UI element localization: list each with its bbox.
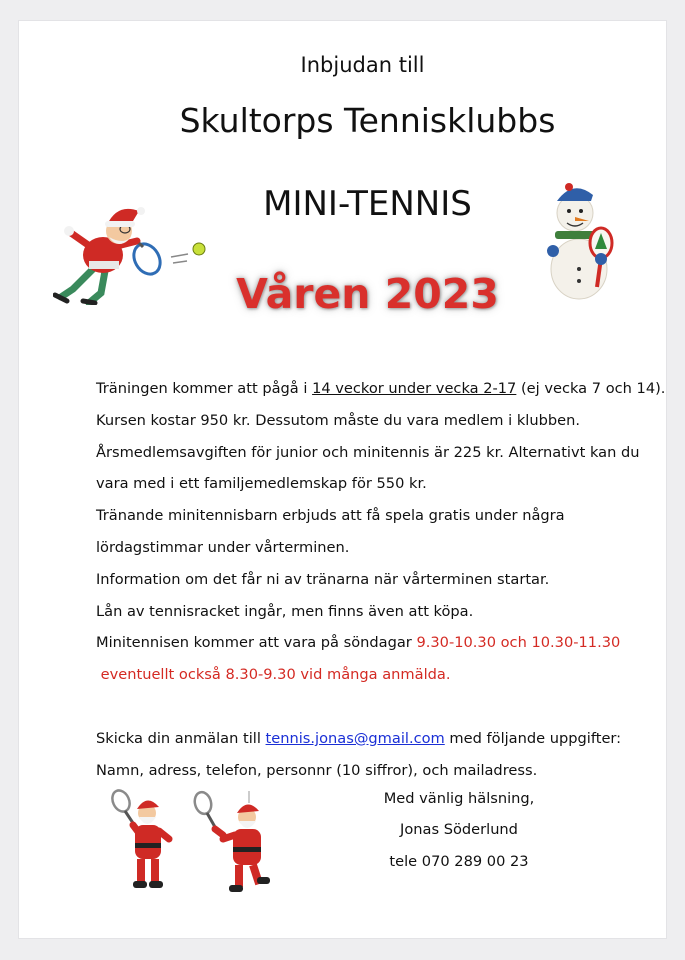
santa-tennis-player-icon <box>53 197 215 305</box>
weeks-highlight: 14 veckor under vecka 2-17 <box>312 380 517 397</box>
santa-figurines-with-rackets-icon <box>99 789 271 901</box>
info-line-information: Information om det får ni av tränarna när vårterminen startar. <box>96 570 550 588</box>
invitation-page <box>18 20 667 939</box>
info-line-sundays: Minitennisen kommer att vara på söndagar 9.30-10.30 och 10.30-11.30 <box>96 634 621 652</box>
info-text <box>96 373 666 787</box>
signup-fields: Namn, adress, telefon, personnr (10 siffror), och mailadress. <box>96 761 538 779</box>
info-line-membership: Årsmedlemsavgiften för junior och minitennis är 225 kr. Alternativt kan du <box>96 443 640 461</box>
snowman-with-racket-icon <box>539 177 619 301</box>
info-line-racket: Lån av tennisracket ingår, men finns även att köpa. <box>96 602 474 620</box>
season-title: Våren 2023 <box>236 270 499 318</box>
signup-line: Skicka din anmälan till tennis.jonas@gmail.com med följande uppgifter: <box>96 729 622 747</box>
club-name: Skultorps Tennisklubbs <box>179 101 556 140</box>
info-line-extra-session: eventuellt också 8.30-9.30 vid många anmälda. <box>96 666 451 684</box>
program-title: MINI-TENNIS <box>263 184 472 224</box>
info-line-family: vara med i ett familjemedlemskap för 550 kr. <box>96 475 427 493</box>
info-line-price: Kursen kostar 950 kr. Dessutom måste du vara medlem i klubben. <box>96 411 580 429</box>
signoff-phone: tele 070 289 00 23 <box>389 853 529 870</box>
signoff-name: Jonas Söderlund <box>400 821 518 838</box>
email-link[interactable]: tennis.jonas@gmail.com <box>265 729 445 747</box>
info-line-saturdays: lördagstimmar under vårterminen. <box>96 538 350 556</box>
signoff-greeting: Med vänlig hälsning, <box>383 790 535 807</box>
session-times: 9.30-10.30 och 10.30-11.30 <box>416 634 621 652</box>
info-line-weeks: Träningen kommer att pågå i 14 veckor under vecka 2-17 (ej vecka 7 och 14). <box>96 380 666 397</box>
invite-heading: Inbjudan till <box>300 53 425 77</box>
info-line-free-play: Tränande minitennisbarn erbjuds att få spela gratis under några <box>96 507 565 525</box>
